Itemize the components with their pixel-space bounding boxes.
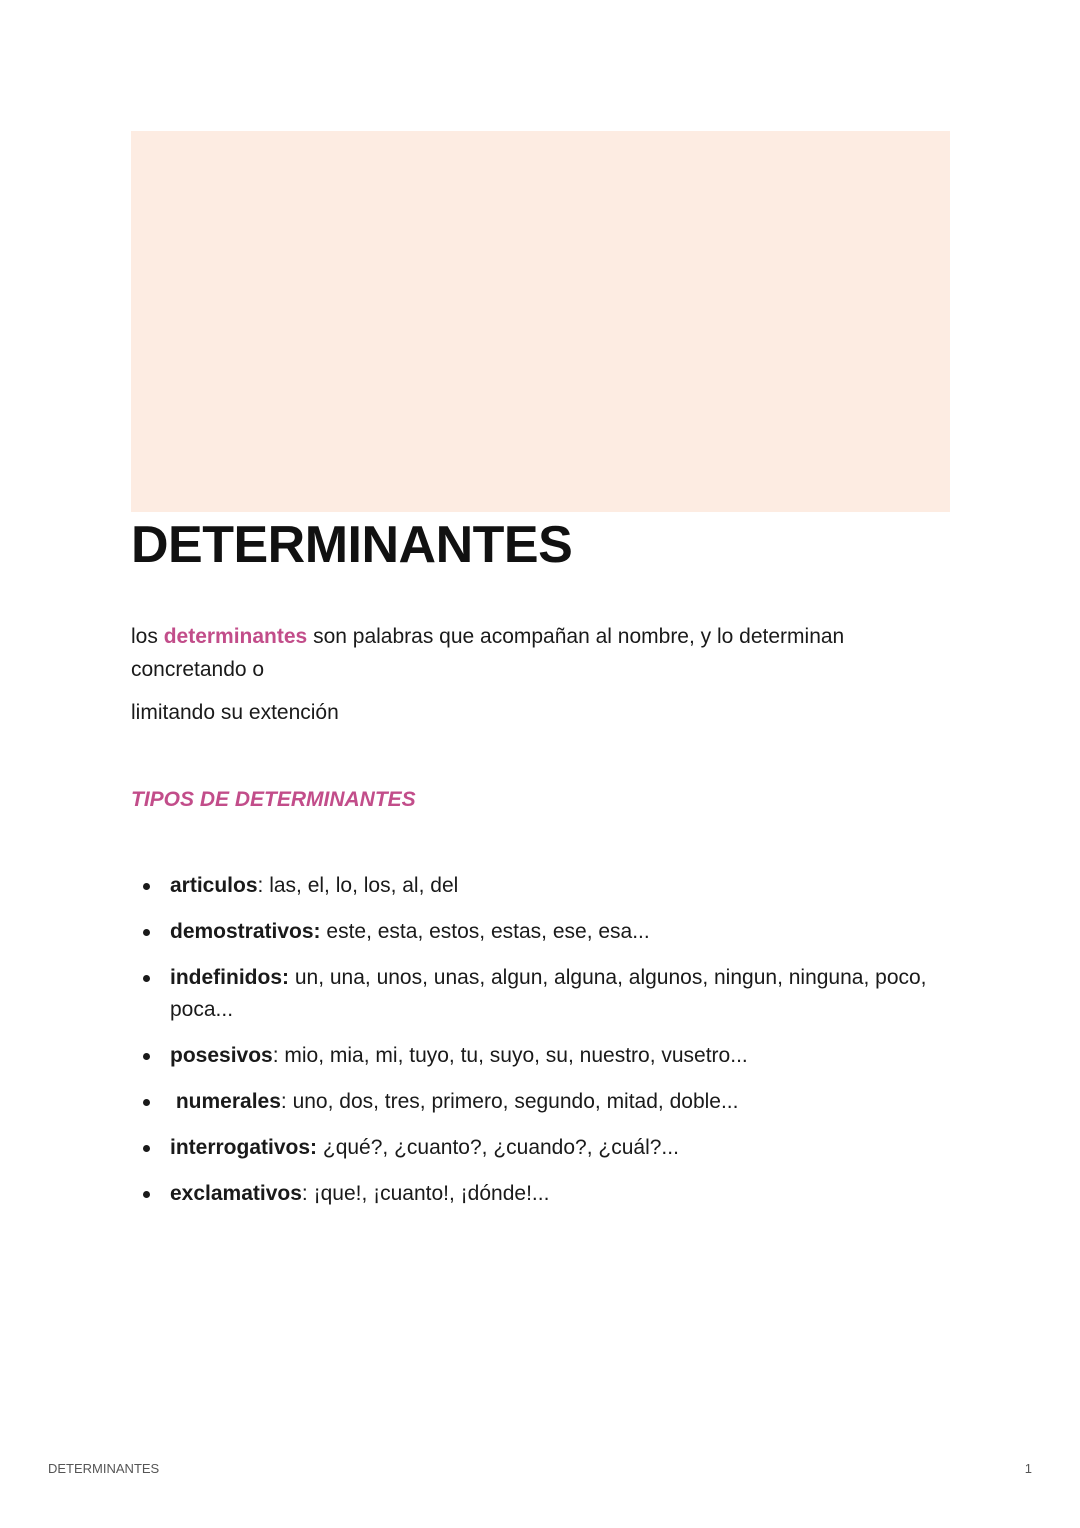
list-item-articulos bbox=[131, 870, 941, 902]
list-item-separator: : bbox=[280, 1090, 293, 1113]
bullet-icon bbox=[143, 1099, 150, 1106]
bullet-icon bbox=[143, 1191, 150, 1198]
page-number: 1 bbox=[1024, 1461, 1032, 1476]
list-item-posesivos bbox=[131, 1040, 941, 1072]
list-item-separator: : bbox=[272, 1044, 285, 1067]
list-item-examples: mio, mia, mi, tuyo, tu, suyo, su, nuestro, vusetro... bbox=[284, 1044, 748, 1067]
list-item-examples: las, el, lo, los, al, del bbox=[269, 874, 459, 897]
list-item-term: posesivos bbox=[170, 1044, 273, 1067]
cover-block bbox=[131, 131, 950, 512]
bullet-icon bbox=[143, 1145, 150, 1152]
list-item-separator: : bbox=[257, 874, 270, 897]
list-item-examples: un, una, unos, unas, algun, alguna, algunos, ningun, ninguna, poco, poca... bbox=[170, 966, 927, 1021]
list-item-examples: este, esta, estos, estas, ese, esa... bbox=[326, 920, 650, 943]
list-item-examples: ¿qué?, ¿cuanto?, ¿cuando?, ¿cuál?... bbox=[322, 1136, 679, 1159]
list-item-examples: uno, dos, tres, primero, segundo, mitad, doble... bbox=[292, 1090, 739, 1113]
section-heading: TIPOS DE DETERMINANTES bbox=[131, 788, 416, 811]
bullet-icon bbox=[143, 1053, 150, 1060]
list-item-term: articulos bbox=[170, 874, 258, 897]
intro-paragraph-1 bbox=[131, 620, 931, 686]
intro-text-before: los bbox=[131, 625, 164, 648]
list-item-term: indefinidos: bbox=[170, 966, 289, 989]
page-title: DETERMINANTES bbox=[131, 516, 573, 574]
list-item-term: interrogativos: bbox=[170, 1136, 318, 1159]
intro-text bbox=[131, 620, 931, 729]
intro-text-after: son palabras que acompañan al nombre, y lo determinan concretando o bbox=[131, 625, 845, 681]
list-item-demostrativos bbox=[131, 916, 941, 948]
intro-paragraph-2: limitando su extención bbox=[131, 701, 339, 724]
list-item-interrogativos bbox=[131, 1132, 941, 1164]
footer-title: DETERMINANTES bbox=[48, 1461, 160, 1476]
list-item-term: numerales bbox=[170, 1090, 281, 1113]
list-item-indefinidos bbox=[131, 962, 941, 1026]
list-item-examples: ¡que!, ¡cuanto!, ¡dónde!... bbox=[313, 1182, 550, 1205]
types-list bbox=[131, 870, 941, 1224]
list-item-exclamativos bbox=[131, 1178, 941, 1210]
highlight-term: determinantes bbox=[163, 625, 308, 648]
bullet-icon bbox=[143, 929, 150, 936]
bullet-icon bbox=[143, 975, 150, 982]
list-item-term: demostrativos: bbox=[170, 920, 321, 943]
list-item-term: exclamativos bbox=[170, 1182, 302, 1205]
list-item-separator: : bbox=[301, 1182, 314, 1205]
list-item-numerales bbox=[131, 1086, 941, 1118]
bullet-icon bbox=[143, 883, 150, 890]
